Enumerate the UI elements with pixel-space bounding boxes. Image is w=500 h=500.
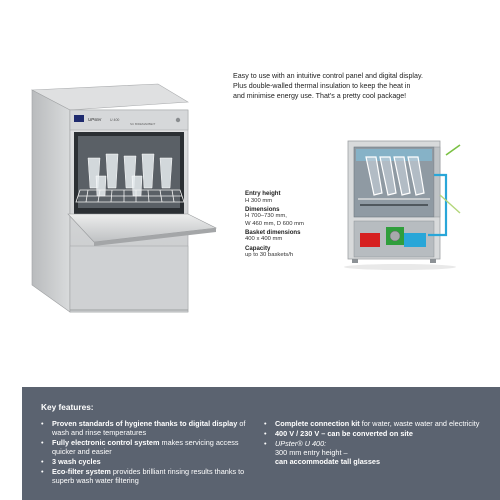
bullet-icon: • (41, 467, 44, 476)
brand-text: UPster (88, 117, 102, 122)
intro-line: Easy to use with an intuitive control panel and digital display. (233, 72, 423, 80)
bullet-icon: • (41, 419, 44, 428)
panel-text: SC BIDEMARBEIT (130, 122, 156, 126)
bullet-icon: • (264, 429, 267, 438)
intro-paragraph (233, 72, 495, 101)
spec-capacity (245, 245, 355, 260)
key-features-panel (22, 387, 500, 500)
feature-bold: can accommodate tall glasses (275, 457, 381, 466)
spec-label: Dimensions (245, 205, 280, 213)
feature-text: for water, waste water and electricity (359, 419, 480, 428)
feature-item (264, 419, 494, 428)
intro-line: and minimise energy use. That's a pretty cool package! (233, 91, 407, 100)
spec-basket-dimensions (245, 229, 355, 244)
spec-label: Entry height (245, 190, 281, 197)
spec-label: Capacity (245, 244, 271, 252)
specs-list (245, 190, 355, 260)
bullet-icon: • (41, 457, 44, 466)
feature-item (41, 419, 256, 437)
bullet-icon: • (264, 439, 267, 448)
feature-bold: 3 wash cycles (52, 457, 101, 466)
feature-item (264, 429, 494, 438)
bullet-icon: • (41, 438, 44, 447)
feature-item (264, 439, 494, 466)
intro-line: Plus double-walled thermal insulation to keep the heat in (233, 81, 411, 90)
bullet-icon: • (264, 419, 267, 428)
spec-label: Basket dimensions (245, 228, 301, 236)
feature-text: makes servicing access quicker and easier (52, 438, 239, 456)
spec-dimensions (245, 206, 355, 228)
feature-text: 300 mm entry height – (275, 448, 348, 457)
spec-value: 400 x 400 mm (245, 236, 283, 243)
feature-item (41, 467, 256, 485)
feature-bold: Proven standards of hygiene thanks to digital display (52, 419, 238, 428)
features-left-column (41, 419, 256, 486)
feature-bold: Fully electronic control system (52, 438, 160, 447)
spec-value: H 300 mm (245, 197, 273, 204)
features-right-column (264, 419, 494, 467)
spec-value: H 700–730 mm, (245, 213, 287, 220)
feature-text: of wash and rinse temperatures (52, 419, 246, 437)
spec-entry-height (245, 190, 355, 205)
cutaway-diagram (342, 135, 467, 273)
feature-text: provides brilliant rinsing results thanks to superb wash water filtering (52, 467, 245, 485)
feature-model: UPster® U 400: (275, 439, 327, 448)
spec-value: W 460 mm, D 600 mm (245, 220, 304, 227)
dishwasher-photo (28, 80, 248, 315)
model-text: U 400 (110, 118, 120, 122)
feature-bold: Complete connection kit (275, 419, 360, 428)
feature-item (41, 438, 256, 456)
spec-value: up to 30 baskets/h (245, 252, 294, 259)
feature-item (41, 457, 256, 466)
feature-bold: 400 V / 230 V – can be converted on site (275, 429, 413, 438)
key-features-title: Key features: (41, 402, 94, 412)
feature-bold: Eco-filter system (52, 467, 111, 476)
